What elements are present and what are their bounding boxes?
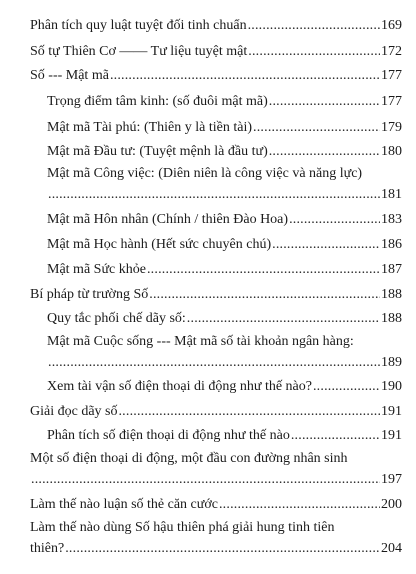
toc-entry-page: 204	[381, 541, 402, 556]
toc-entry[interactable]	[30, 403, 402, 421]
toc-subentry[interactable]	[47, 143, 402, 161]
toc-entry[interactable]	[30, 519, 402, 558]
toc-entry-title: Mật mã Sức khỏe	[47, 262, 146, 277]
toc-subentry[interactable]	[47, 93, 402, 111]
toc-entry-title: Xem tài vận số điện thoại di động như thế nào?	[47, 379, 312, 394]
toc-entry-title: Phân tích quy luật tuyệt đối tinh chuẩn	[30, 18, 247, 33]
dot-leader	[313, 378, 380, 396]
toc-entry-page: 180	[381, 144, 402, 159]
dot-leader	[289, 211, 380, 229]
toc-entry[interactable]	[30, 286, 402, 304]
toc-subentry[interactable]	[47, 333, 402, 372]
toc-entry[interactable]	[30, 450, 402, 489]
toc-entry-title: Mật mã Tài phú: (Thiên y là tiền tài)	[47, 120, 253, 135]
toc-subentry[interactable]	[47, 236, 402, 254]
dot-leader	[248, 43, 380, 61]
toc-entry-title: Phân tích số điện thoại di động như thế nào	[47, 428, 290, 443]
toc-entry-title: Mật mã Cuộc sống --- Mật mã số tài khoản ngân hàng:	[47, 334, 354, 349]
toc-entry-title: Số --- Mật mã	[30, 68, 109, 83]
toc-entry[interactable]	[30, 17, 402, 35]
toc-subentry[interactable]	[47, 165, 402, 204]
toc-subentry[interactable]	[47, 378, 402, 396]
dot-leader	[149, 286, 380, 304]
toc-entry-page: 188	[381, 311, 402, 326]
toc-entry-title-cont: thiên?	[30, 541, 65, 556]
toc-entry-title: Làm thế nào dùng Số hậu thiên phá giải hung tinh tiên	[30, 520, 335, 535]
dot-leader	[110, 67, 380, 85]
toc-subentry[interactable]	[47, 119, 402, 137]
toc-subentry[interactable]	[47, 427, 402, 445]
toc-entry-page: 188	[381, 287, 402, 302]
toc-entry-page: 187	[381, 262, 402, 277]
toc-entry-page: 197	[381, 472, 402, 487]
toc-entry-page: 181	[381, 187, 402, 202]
toc-entry-page: 189	[381, 355, 402, 370]
dot-leader	[187, 310, 380, 328]
toc-entry-title: Trọng điểm tâm kinh: (số đuôi mật mã)	[47, 94, 268, 109]
dot-leader	[219, 496, 380, 514]
dot-leader	[248, 17, 380, 35]
toc-entry-page: 186	[381, 237, 402, 252]
toc-entry[interactable]	[30, 43, 402, 61]
toc-entry-page: 179	[381, 120, 402, 135]
toc-entry-title: Một số điện thoại di động, một đầu con đường nhân sinh	[30, 451, 348, 466]
dot-leader	[269, 143, 380, 161]
toc-entry-page: 177	[381, 68, 402, 83]
toc-entry-title: Mật mã Hôn nhân (Chính / thiên Đào Hoa)	[47, 212, 289, 227]
toc-entry[interactable]	[30, 67, 402, 85]
toc-entry-page: 191	[381, 428, 402, 443]
toc-entry-title: Mật mã Công việc: (Diên niên là công việc và năng lực)	[47, 166, 363, 181]
toc-entry-title: Mật mã Học hành (Hết sức chuyên chú)	[47, 237, 272, 252]
toc-entry[interactable]	[30, 496, 402, 514]
dot-leader	[253, 119, 380, 137]
toc-entry-page: 200	[381, 497, 402, 512]
dot-leader	[65, 540, 380, 558]
dot-leader	[48, 186, 380, 204]
toc-subentry[interactable]	[47, 211, 402, 229]
toc-entry-title: Số tự Thiên Cơ —— Tư liệu tuyệt mật	[30, 44, 248, 59]
toc-entry-page: 190	[381, 379, 402, 394]
dot-leader	[269, 93, 380, 111]
dot-leader	[291, 427, 380, 445]
toc-entry-page: 191	[381, 404, 402, 419]
toc-subentry[interactable]	[47, 261, 402, 279]
toc-entry-title: Làm thế nào luận số thẻ căn cước	[30, 497, 218, 512]
dot-leader	[31, 471, 380, 489]
toc-entry-page: 177	[381, 94, 402, 109]
toc-entry-page: 183	[381, 212, 402, 227]
toc-entry-page: 169	[381, 18, 402, 33]
toc-subentry[interactable]	[47, 310, 402, 328]
toc-entry-title: Giải đọc dãy số	[30, 404, 118, 419]
dot-leader	[272, 236, 380, 254]
toc-entry-page: 172	[381, 44, 402, 59]
toc-entry-title: Mật mã Đầu tư: (Tuyệt mệnh là đầu tư)	[47, 144, 268, 159]
toc-entry-title: Quy tắc phối chế dãy số:	[47, 311, 186, 326]
dot-leader	[48, 354, 380, 372]
toc-entry-title: Bí pháp từ trường Số	[30, 287, 149, 302]
dot-leader	[147, 261, 380, 279]
dot-leader	[118, 403, 380, 421]
